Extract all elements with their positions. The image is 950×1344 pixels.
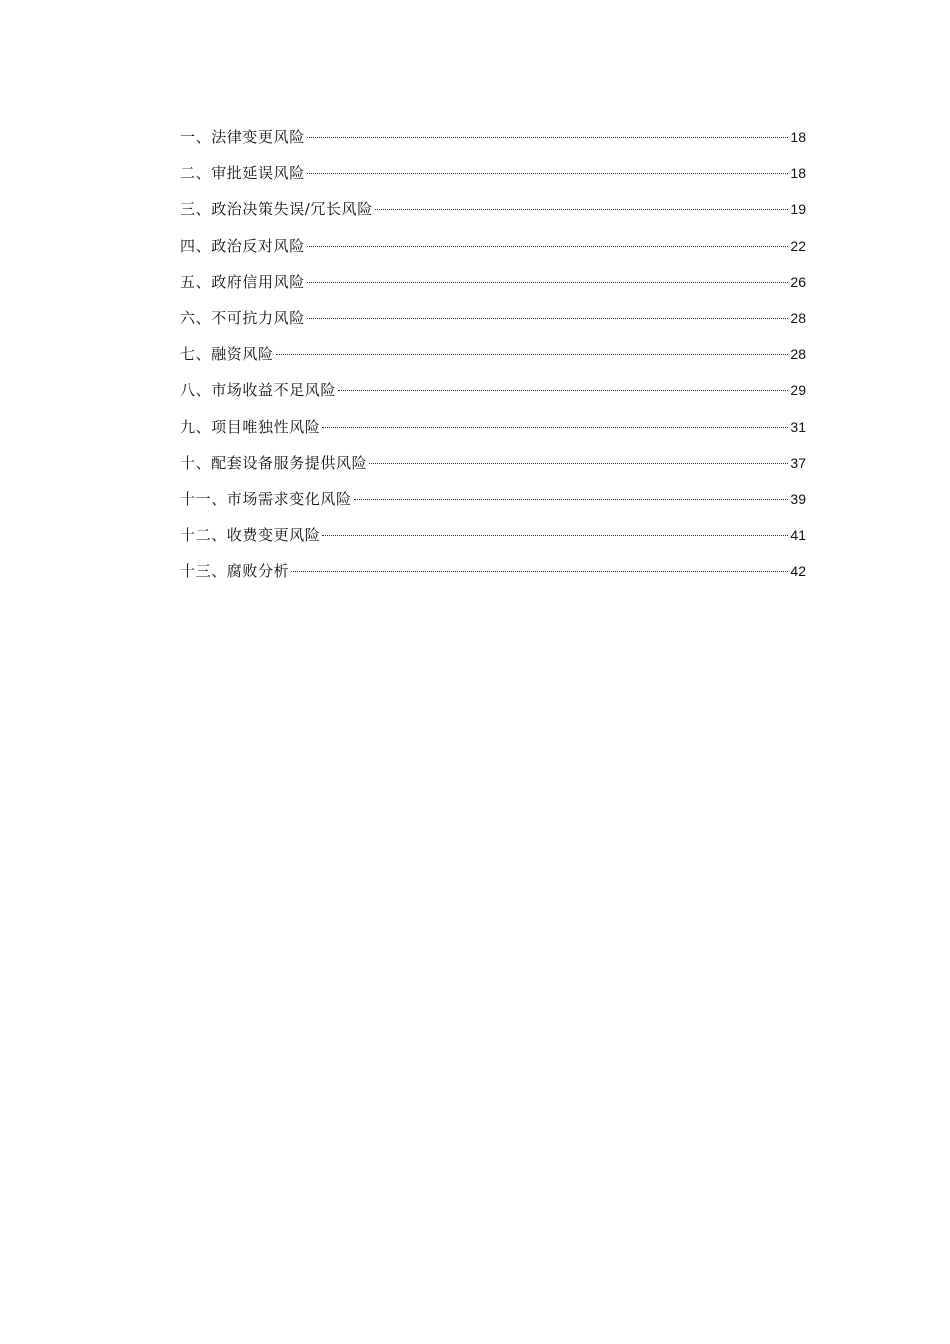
toc-page-number: 29	[790, 382, 806, 399]
toc-dot-leader	[307, 246, 789, 247]
toc-entry[interactable]	[180, 558, 806, 594]
toc-page-number: 22	[790, 237, 806, 254]
toc-page-number: 39	[790, 490, 806, 507]
toc-entry[interactable]	[180, 233, 806, 269]
toc-page-number: 31	[790, 418, 806, 435]
toc-dot-leader	[307, 318, 789, 319]
toc-entry[interactable]	[180, 124, 806, 160]
toc-dot-leader	[369, 463, 788, 464]
toc-page-number: 19	[790, 201, 806, 218]
toc-entry[interactable]	[180, 269, 806, 305]
toc-entry-title: 七、融资风险	[180, 345, 274, 364]
toc-entry-title: 三、政治决策失误/冗长风险	[180, 200, 373, 219]
toc-entry-title: 十、配套设备服务提供风险	[180, 453, 368, 472]
toc-entry-title: 十三、腐败分析	[180, 562, 290, 581]
toc-dot-leader	[354, 499, 789, 500]
toc-entry-title: 六、不可抗力风险	[180, 308, 305, 327]
toc-page-number: 28	[790, 346, 806, 363]
toc-entry[interactable]	[180, 160, 806, 196]
toc-dot-leader	[322, 427, 788, 428]
toc-page-number: 41	[790, 527, 806, 544]
toc-entry-title: 九、项目唯独性风险	[180, 417, 321, 436]
toc-entry-title: 十一、市场需求变化风险	[180, 489, 352, 508]
toc-page-number: 26	[790, 273, 806, 290]
toc-entry[interactable]	[180, 305, 806, 341]
toc-entry-title: 四、政治反对风险	[180, 236, 305, 255]
toc-dot-leader	[338, 390, 788, 391]
toc-entry-title: 五、政府信用风险	[180, 272, 305, 291]
table-of-contents	[180, 124, 806, 594]
toc-entry-title: 十二、收费变更风险	[180, 526, 321, 545]
toc-page-number: 18	[790, 129, 806, 145]
toc-page-number: 28	[790, 309, 806, 326]
toc-entry[interactable]	[180, 414, 806, 450]
toc-entry[interactable]	[180, 341, 806, 377]
toc-entry-title: 二、审批延误风险	[180, 164, 305, 183]
toc-page-number: 42	[790, 563, 806, 580]
toc-dot-leader	[375, 209, 789, 210]
toc-dot-leader	[276, 354, 789, 355]
toc-entry[interactable]	[180, 450, 806, 486]
toc-entry[interactable]	[180, 522, 806, 558]
toc-dot-leader	[307, 282, 789, 283]
toc-entry[interactable]	[180, 377, 806, 413]
toc-dot-leader	[307, 137, 789, 138]
toc-entry[interactable]	[180, 486, 806, 522]
toc-page-number: 18	[790, 165, 806, 182]
toc-dot-leader	[322, 535, 788, 536]
toc-dot-leader	[307, 173, 789, 174]
toc-entry-title: 一、法律变更风险	[180, 128, 305, 146]
toc-page-number: 37	[790, 454, 806, 471]
toc-dot-leader	[291, 571, 788, 572]
toc-entry[interactable]	[180, 196, 806, 232]
toc-entry-title: 八、市场收益不足风险	[180, 381, 337, 400]
